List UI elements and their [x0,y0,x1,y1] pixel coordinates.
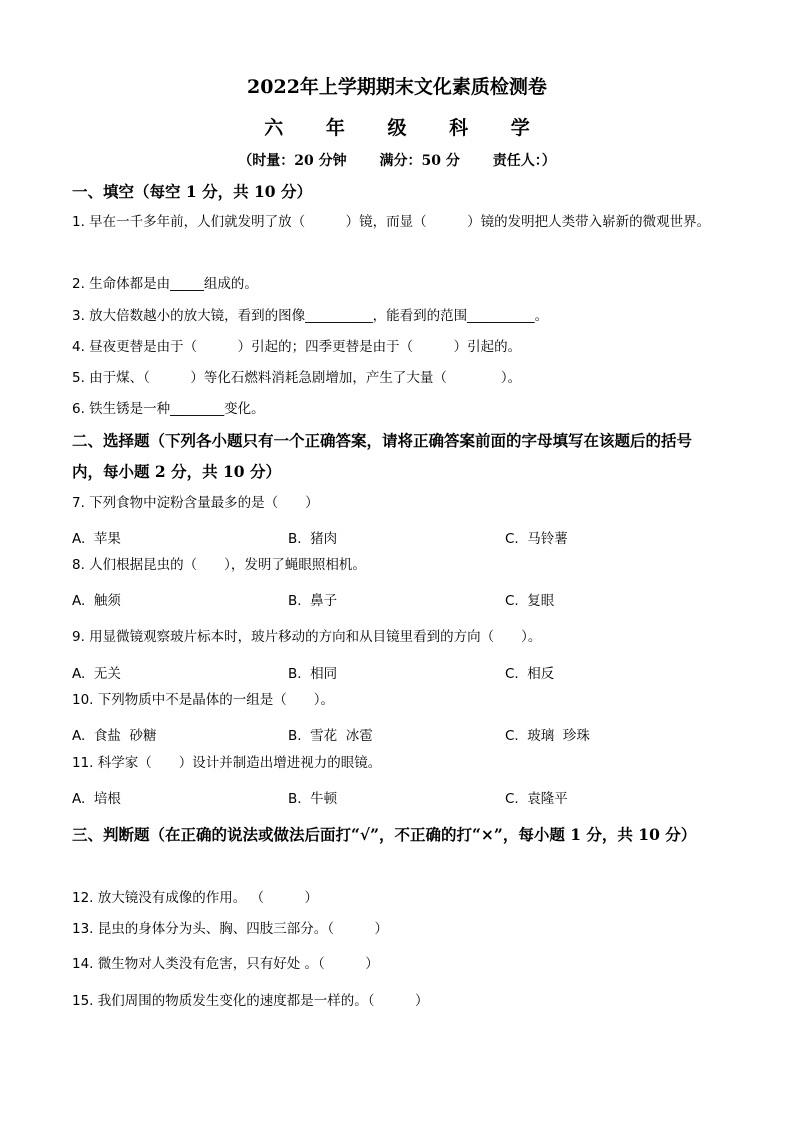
question-11-option-a: A. 培根 [72,791,121,807]
exam-title: 2022年上学期期末文化素质检测卷 [247,76,547,98]
question-7-option-c: C. 马铃薯 [505,531,568,547]
question-10-option-c: C. 玻璃 珍珠 [505,728,590,744]
question-13: 13. 昆虫的身体分为头、胸、四肢三部分。（ ） [72,921,389,937]
question-2: 2. 生命体都是由_____组成的。 [72,276,258,292]
exam-meta [0,150,794,170]
question-10-option-a: A. 食盐 砂糖 [72,728,157,744]
question-9-option-b: B. 相同 [288,666,338,682]
question-3: 3. 放大倍数越小的放大镜，看到的图像__________，能看到的范围__________。 [72,308,549,324]
question-15: 15. 我们周围的物质发生变化的速度都是一样的。（ ） [72,993,429,1009]
question-7-option-a: A. 苹果 [72,531,121,547]
question-8-option-a: A. 触须 [72,593,121,609]
question-4: 4. 昼夜更替是由于（ ）引起的；四季更替是由于（ ）引起的。 [72,339,522,355]
question-12: 12. 放大镜没有成像的作用。 （ ） [72,890,319,906]
responsible-person: 责任人：） [492,153,556,169]
question-14: 14. 微生物对人类没有危害，只有好处 。（ ） [72,956,379,972]
grade-subject-title: 六 年 级 科 学 [264,117,548,139]
section-choice-heading: 二、选择题（下列各小题只有一个正确答案，请将正确答案前面的字母填写在该题后的括号内，每小题 2 分，共 10 分） [72,431,693,481]
question-9: 9. 用显微镜观察玻片标本时，玻片移动的方向和从目镜里看到的方向（ ）。 [72,629,542,645]
question-8-option-b: B. 鼻子 [288,593,338,609]
section-judgement-heading: 三、判断题（在正确的说法或做法后面打“√”，不正确的打“×”，每小题 1 分，共 10 分） [72,825,697,844]
question-1: 1. 早在一千多年前，人们就发明了放（ ）镜，而显（ ）镜的发明把人类带入崭新的微观世界。 [72,214,711,230]
question-10-option-b: B. 雪花 冰雹 [288,728,373,744]
question-8-option-c: C. 复眼 [505,593,555,609]
question-10: 10. 下列物质中不是晶体的一组是（ ）。 [72,692,335,708]
question-11-option-b: B. 牛顿 [288,791,338,807]
question-9-option-a: A. 无关 [72,666,121,682]
question-6: 6. 铁生锈是一种________变化。 [72,401,265,417]
question-7-option-b: B. 猪肉 [288,531,338,547]
question-7: 7. 下列食物中淀粉含量最多的是（ ） [72,495,319,511]
question-11: 11. 科学家（ ）设计并制造出增进视力的眼镜。 [72,755,382,771]
time-limit: （时量：20 分钟 [238,153,347,169]
section-fill-in-heading: 一、填空（每空 1 分，共 10 分） [72,182,312,201]
question-5: 5. 由于煤、（ ）等化石燃料消耗急剧增加，产生了大量（ ）。 [72,370,522,386]
question-8: 8. 人们根据昆虫的（ ），发明了蝇眼照相机。 [72,557,366,573]
full-score: 满分：50 分 [379,153,460,169]
question-9-option-c: C. 相反 [505,666,555,682]
question-11-option-c: C. 袁隆平 [505,791,568,807]
